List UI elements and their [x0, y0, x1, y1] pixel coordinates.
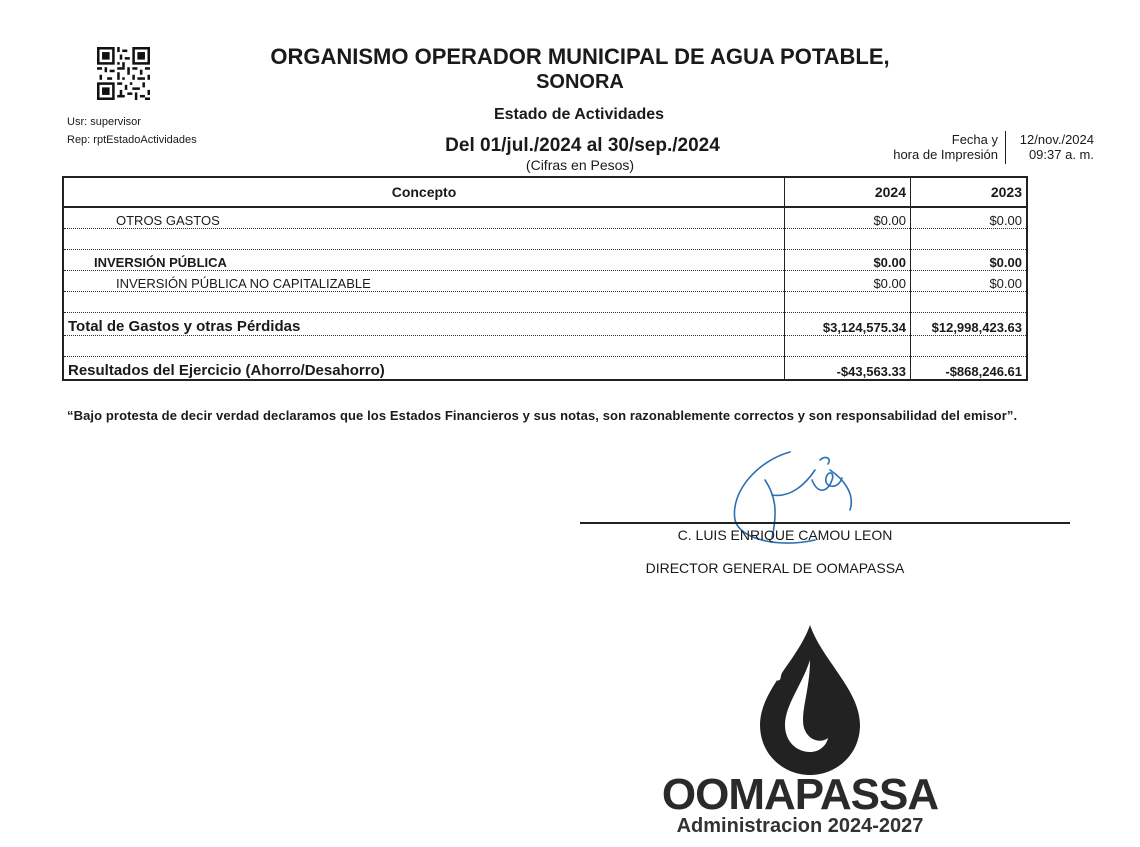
row-value-2024: [785, 229, 911, 250]
table-row: [63, 336, 1027, 357]
row-concept: INVERSIÓN PÚBLICA NO CAPITALIZABLE: [63, 271, 785, 292]
row-value-2024: $0.00: [785, 250, 911, 271]
report-title: Estado de Actividades: [493, 106, 665, 123]
report-units: (Cifras en Pesos): [525, 157, 635, 173]
signatory-name: C. LUIS ENRIQUE CAMOU LEON: [677, 527, 893, 543]
row-value-2023: [911, 229, 1028, 250]
table-row: [63, 357, 1027, 381]
organization-name: ORGANISMO OPERADOR MUNICIPAL DE AGUA POTABLE,: [270, 44, 890, 69]
report-period: Del 01/jul./2024 al 30/sep./2024: [445, 135, 720, 156]
administration-period: Administracion 2024-2027: [676, 815, 924, 837]
print-divider: [1005, 131, 1006, 164]
table-header-row: [63, 177, 1027, 207]
row-value-2023: -$868,246.61: [911, 357, 1028, 381]
declaration-text: “Bajo protesta de decir verdad declaramos que los Estados Financieros y sus notas, son razonablemente correctos y son responsabilidad del emisor”.: [67, 408, 1018, 423]
row-value-2024: $0.00: [785, 207, 911, 229]
row-value-2024: [785, 336, 911, 357]
table-row: [63, 292, 1027, 313]
print-label-line1: Fecha y: [951, 132, 998, 147]
row-concept: [63, 292, 785, 313]
print-label-line2: hora de Impresión: [893, 147, 998, 162]
row-value-2023: $0.00: [911, 271, 1028, 292]
row-value-2023: $0.00: [911, 207, 1028, 229]
water-drop-logo-icon: [740, 620, 880, 780]
row-value-2023: [911, 292, 1028, 313]
row-value-2024: $3,124,575.34: [785, 313, 911, 336]
brand-name: OOMAPASSA: [661, 770, 939, 819]
row-value-2024: -$43,563.33: [785, 357, 911, 381]
row-concept: [63, 336, 785, 357]
row-value-2023: $12,998,423.63: [911, 313, 1028, 336]
row-value-2023: [911, 336, 1028, 357]
row-concept: [63, 229, 785, 250]
print-datetime-value: [1012, 132, 1094, 162]
row-value-2024: [785, 292, 911, 313]
print-datetime-label: [880, 132, 998, 162]
table-row: [63, 313, 1027, 336]
signatory-title: DIRECTOR GENERAL DE OOMAPASSA: [645, 560, 905, 576]
print-time: 09:37 a. m.: [1028, 147, 1094, 162]
row-value-2024: $0.00: [785, 271, 911, 292]
row-concept: Total de Gastos y otras Pérdidas: [63, 313, 785, 336]
table-row: [63, 250, 1027, 271]
organization-state: SONORA: [536, 71, 624, 93]
row-concept: Resultados del Ejercicio (Ahorro/Desahorro): [68, 362, 385, 379]
column-header-2023: 2023: [911, 177, 1028, 207]
table-row: [63, 271, 1027, 292]
table-row: [63, 207, 1027, 229]
column-header-concept: Concepto: [63, 177, 785, 207]
row-concept: INVERSIÓN PÚBLICA: [63, 250, 785, 271]
table-row: [63, 229, 1027, 250]
report-user: Usr: supervisor: [67, 116, 141, 128]
report-id: Rep: rptEstadoActividades: [67, 134, 197, 146]
print-date: 12/nov./2024: [1019, 132, 1094, 147]
column-header-2024: 2024: [785, 177, 911, 207]
activities-table: [62, 176, 1028, 381]
row-value-2023: $0.00: [911, 250, 1028, 271]
signature-line: [580, 522, 1070, 524]
row-concept: OTROS GASTOS: [63, 207, 785, 229]
